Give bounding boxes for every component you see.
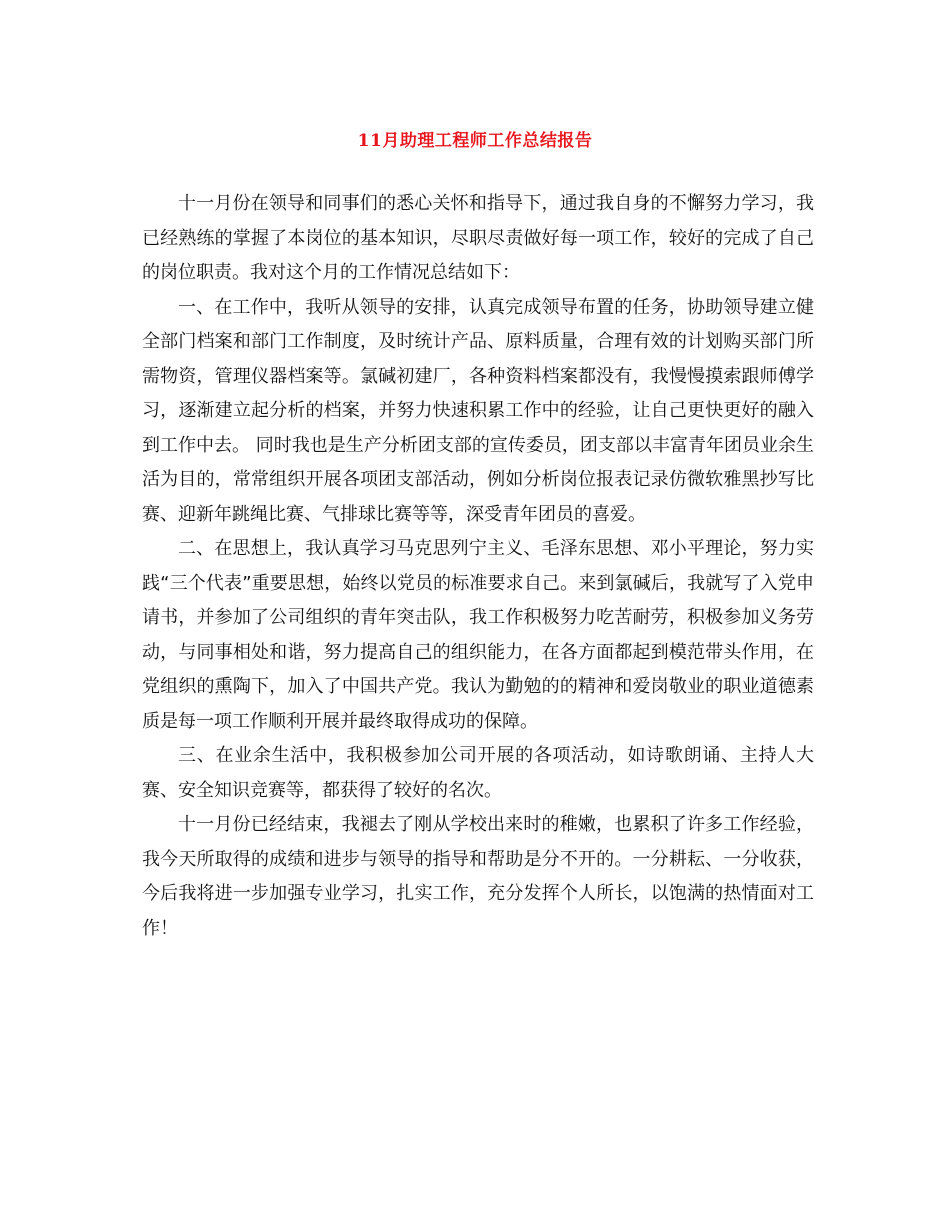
paragraph-leisure: 三、在业余生活中，我积极参加公司开展的各项活动，如诗歌朗诵、主持人大赛、安全知识竞赛等，都获得了较好的名次。 xyxy=(142,745,814,801)
document-title: 11月助理工程师工作总结报告 xyxy=(357,131,593,151)
paragraph-thought: 二、在思想上，我认真学习马克思列宁主义、毛泽东思想、邓小平理论，努力实践“三个代表”重要思想，始终以党员的标准要求自己。来到氯碱后，我就写了入党申请书，并参加了公司组织的青年突击队，我工作积极努力吃苦耐劳，积极参加义务劳动，与同事相处和谐，努力提高自己的组织能力，在各方面都起到模范带头作用，在党组织的熏陶下，加入了中国共产党。我认为勤勉的的精神和爱岗敬业的职业道德素质是每一项工作顺利开展并最终取得成功的保障。 xyxy=(142,538,814,732)
paragraph-work: 一、在工作中，我听从领导的安排，认真完成领导布置的任务，协助领导建立健全部门档案和部门工作制度，及时统计产品、原料质量，合理有效的计划购买部门所需物资，管理仪器档案等。氯碱初建厂，各种资料档案都没有，我慢慢摸索跟师傅学习，逐渐建立起分析的档案，并努力快速积累工作中的经验，让自己更快更好的融入到工作中去。 同时我也是生产分析团支部的宣传委员，团支部以丰富青年团员业余生活为目的，常常组织开展各项团支部活动，例如分析岗位报表记录仿微软雅黑抄写比赛、迎新年跳绳比赛、气排球比赛等等，深受青年团员的喜爱。 xyxy=(142,296,814,525)
paragraph-intro: 十一月份在领导和同事们的悉心关怀和指导下，通过我自身的不懈努力学习，我已经熟练的掌握了本岗位的基本知识，尽职尽责做好每一项工作，较好的完成了自己的岗位职责。我对这个月的工作情况总结如下： xyxy=(142,193,814,283)
paragraph-conclusion: 十一月份已经结束，我褪去了刚从学校出来时的稚嫩，也累积了许多工作经验，我今天所取得的成绩和进步与领导的指导和帮助是分不开的。一分耕耘、一分收获，今后我将进一步加强专业学习，扎实工作，充分发挥个人所长，以饱满的热情面对工作！ xyxy=(142,814,814,939)
document-body xyxy=(142,187,814,946)
